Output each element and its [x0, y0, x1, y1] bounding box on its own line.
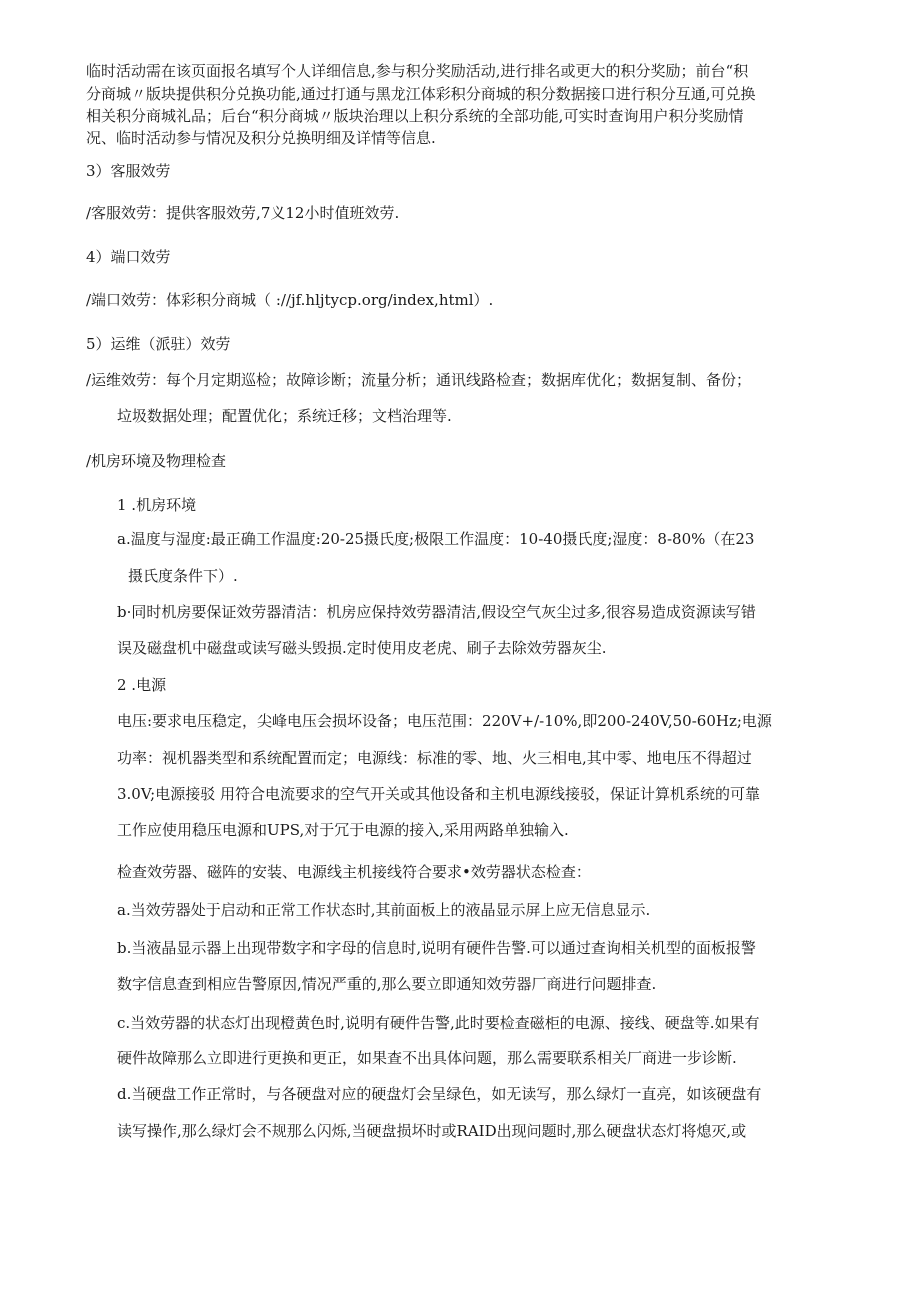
paragraph-line: 况、临时活动参与情况及积分兑换明细及详情等信息.: [86, 129, 436, 147]
paragraph-line: 临时活动需在该页面报名填写个人详细信息,参与积分奖励活动,进行排名或更大的积分奖励；前台“积: [86, 62, 749, 80]
paragraph-line: 分商城〃版块提供积分兑换功能,通过打通与黑龙江体彩积分商城的积分数据接口进行积分互通,可兑换: [86, 85, 756, 103]
paragraph-line: /运维效劳：每个月定期巡检；故障诊断；流量分析；通讯线路检查；数据库优化；数据复制、备份；: [86, 371, 752, 389]
paragraph-line: 工作应使用稳压电源和UPS,对于冗于电源的接入,采用两路单独输入.: [117, 821, 569, 839]
heading-customer-service: 3）客服效劳: [86, 162, 171, 180]
heading-ops-service: 5）运维（派驻）效劳: [86, 335, 231, 353]
paragraph-line: b.当液晶显示器上出现带数字和字母的信息时,说明有硬件告警.可以通过查询相关机型的面板报警: [117, 939, 756, 957]
paragraph-line: 硬件故障那么立即进行更换和更正，如果查不出具体问题，那么需要联系相关厂商进一步诊断.: [117, 1049, 737, 1067]
paragraph-line: 误及磁盘机中磁盘或读写磁头毁损.定时使用皮老虎、刷子去除效劳器灰尘.: [117, 639, 607, 657]
paragraph-line: d.当硬盘工作正常时，与各硬盘对应的硬盘灯会呈绿色，如无读写，那么绿灯一直亮，如该硬盘有: [117, 1085, 762, 1103]
check-item-a: a.当效劳器处于启动和正常工作状态时,其前面板上的液晶显示屏上应无信息显示.: [117, 901, 651, 919]
server-check-intro: 检查效劳器、磁阵的安装、电源线主机接线符合要求•效劳器状态检查：: [117, 863, 591, 881]
paragraph-line: 读写操作,那么绿灯会不规那么闪烁,当硬盘损坏时或RAID出现问题时,那么硬盘状态灯将熄灭,或: [117, 1122, 747, 1140]
paragraph-line: 垃圾数据处理；配置优化；系统迁移；文档治理等.: [117, 407, 452, 425]
port-service-text: /端口效劳：体彩积分商城（ ://jf.hljtycp.org/index,html）.: [86, 291, 494, 309]
paragraph-line: 电压:要求电压稳定，尖峰电压会损坏设备；电压范围：220V+/-10%,即200-240V,50-60Hz;电源: [117, 712, 772, 730]
heading-room-inspection: /机房环境及物理检查: [86, 452, 227, 470]
heading-power: 2 .电源: [117, 676, 167, 694]
paragraph-line: 相关积分商城礼品；后台“积分商城〃版块治理以上积分系统的全部功能,可实时查询用户积分奖励情: [86, 107, 744, 125]
customer-service-text: /客服效劳：提供客服效劳,7义12小时值班效劳.: [86, 204, 400, 222]
paragraph-line: 数字信息查到相应告警原因,情况严重的,那么要立即通知效劳器厂商进行问题排查.: [117, 975, 657, 993]
heading-room-environment: 1 .机房环境: [117, 496, 197, 514]
paragraph-line: 摄氏度条件下）.: [128, 567, 238, 585]
paragraph-line: 3.0V;电源接驳 用符合电流要求的空气开关或其他设备和主机电源线接驳，保证计算机系统的可靠: [117, 785, 761, 803]
paragraph-line: a.温度与湿度:最正确工作温度:20-25摄氏度;极限工作温度：10-40摄氏度;湿度：8-80%（在23: [117, 530, 755, 548]
heading-port-service: 4）端口效劳: [86, 248, 171, 266]
paragraph-line: 功率：视机器类型和系统配置而定；电源线：标准的零、地、火三相电,其中零、地电压不得超过: [117, 749, 752, 767]
paragraph-line: b·同时机房要保证效劳器清洁：机房应保持效劳器清洁,假设空气灰尘过多,很容易造成资源读写错: [117, 603, 756, 621]
paragraph-line: c.当效劳器的状态灯出现橙黄色时,说明有硬件告警,此时要检查磁柜的电源、接线、硬盘等.如果有: [117, 1014, 760, 1032]
